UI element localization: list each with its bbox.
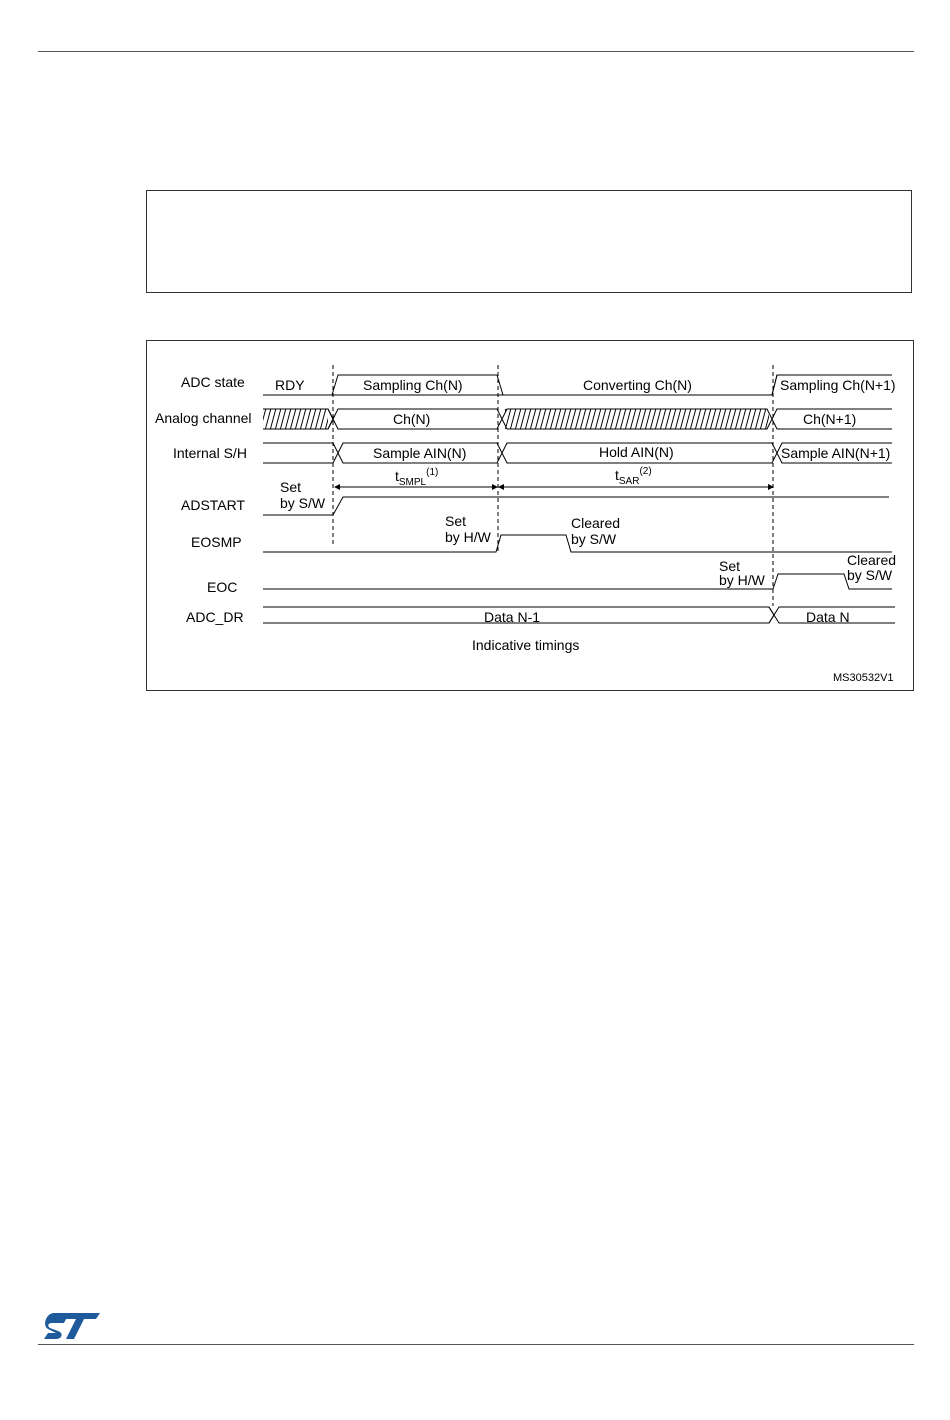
timing-diagram [146, 340, 914, 691]
header-rule [38, 51, 914, 52]
state-hold-ain-n: Hold AIN(N) [599, 444, 674, 460]
eoc-waveform [263, 574, 892, 589]
annotation-set-sw-1: Set [280, 479, 302, 495]
annotation-cleared-sw-1: Cleared [571, 515, 621, 531]
analog-channel-waveform [263, 409, 892, 429]
state-sample-ain-n1: Sample AIN(N+1) [781, 445, 891, 461]
state-rdy: RDY [275, 377, 305, 393]
state-data-n-minus-1: Data N-1 [484, 609, 541, 625]
annotation-cleared-sw-eoc-2: by S/W [847, 567, 893, 583]
signal-label-adc-dr: ADC_DR [186, 609, 244, 625]
annotation-cleared-sw-eoc-1: Cleared [847, 552, 897, 568]
signal-label-eosmp: EOSMP [191, 534, 242, 550]
t-smpl-label: $t_{SMPL}^{(1)}$ [395, 467, 439, 488]
annotation-cleared-sw-2: by S/W [571, 531, 617, 547]
signal-label-analog-channel: Analog channel [155, 410, 252, 426]
adstart-waveform [263, 497, 889, 515]
state-ch-n1: Ch(N+1) [803, 411, 857, 427]
signal-label-eoc: EOC [207, 579, 238, 595]
t-sar-label: $t_{SAR}^{(2)}$ [615, 466, 652, 487]
signal-label-adc-state: ADC state [181, 374, 245, 390]
footer-rule [38, 1344, 914, 1345]
annotation-set-hw-eoc-2: by H/W [719, 572, 765, 588]
diagram-caption: Indicative timings [472, 637, 580, 653]
annotation-set-hw-2: by H/W [445, 529, 491, 545]
diagram-ref-code: MS30532V1 [833, 672, 894, 684]
annotation-set-hw-eoc-1: Set [719, 558, 741, 574]
state-data-n: Data N [806, 609, 850, 625]
state-sampling-n: Sampling Ch(N) [363, 377, 463, 393]
annotation-set-sw-2: by S/W [280, 495, 326, 511]
state-sample-ain-n: Sample AIN(N) [373, 445, 467, 461]
adc-dr-waveform [263, 607, 895, 623]
state-sampling-n1: Sampling Ch(N+1) [780, 377, 896, 393]
state-converting-n: Converting Ch(N) [583, 377, 692, 393]
timing-diagram-svg [147, 341, 915, 692]
note-box [146, 190, 912, 293]
signal-label-adstart: ADSTART [181, 497, 246, 513]
annotation-set-hw-1: Set [445, 513, 467, 529]
signal-label-internal-sh: Internal S/H [173, 445, 247, 461]
state-ch-n: Ch(N) [393, 411, 431, 427]
st-logo-icon [44, 1311, 102, 1341]
